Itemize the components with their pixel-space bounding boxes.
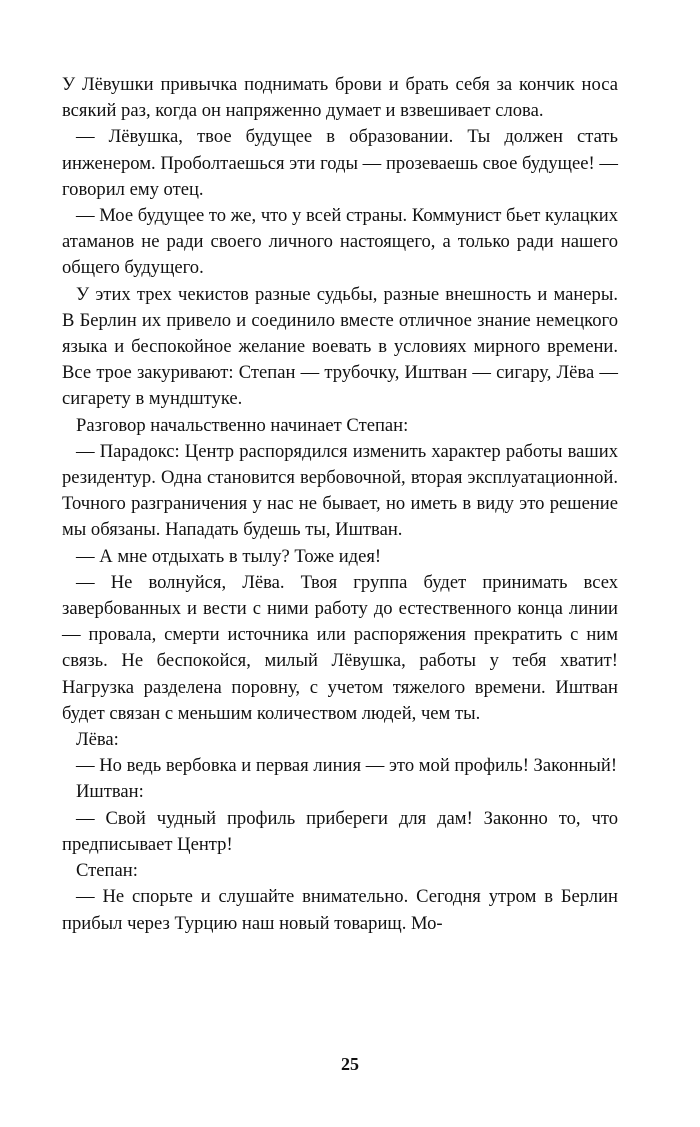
paragraph-5: Разговор начальственно начинает Степан: [76,414,409,436]
paragraph-1: У Лёвушки привычка поднимать брови и брать себя за кончик носа всякий раз, когда он напряженно думает и взвешивает слова. [62,74,618,122]
page-number: 25 [341,1054,359,1074]
paragraph-11: Иштван: [76,781,144,803]
page-body [62,72,618,937]
paragraph-3: — Мое будущее то же, что у всей страны. Коммунист бьет кулацких атаманов не ради своего личного настоящего, а только ради нашего общего будущего. [62,205,618,279]
paragraph-6: — Парадокс: Центр распорядился изменить характер работы ваших резидентур. Одна становится вербовочной, вторая эксплуатационной. Точного разграничения у нас не бывает, но иметь в виду это решение мы обязаны. Нападать будешь ты, Иштван. [62,440,618,541]
paragraph-4: У этих трех чекистов разные судьбы, разные внешность и манеры. В Берлин их привело и соединило вместе отличное знание немецкого языка и беспокойное желание воевать в условиях мирного времени. Все трое закуривают: Степан — трубочку, Иштван — сигару, Лёва — сигарету в мундштуке. [62,283,618,410]
paragraph-8: — Не волнуйся, Лёва. Твоя группа будет принимать всех завербованных и вести с ними работу до естественного конца линии — провала, смерти источника или распоряжения прекратить с ним связь. Не беспокойся, милый Лёвушка, работы у тебя хватит! Нагрузка разделена поровну, с учетом тяжелого времени. Иштван будет связан с меньшим количеством людей, чем ты. [62,571,618,724]
paragraph-7: — А мне отдыхать в тылу? Тоже идея! [76,545,382,567]
paragraph-2: — Лёвушка, твое будущее в образовании. Ты должен стать инженером. Проболтаешься эти годы — прозеваешь свое будущее! — говорил ему отец. [62,126,618,200]
paragraph-9: Лёва: [76,729,119,751]
paragraph-12: — Свой чудный профиль прибереги для дам! Законно то, что предписывает Центр! [62,807,618,855]
paragraph-10: — Но ведь вербовка и первая линия — это мой профиль! Законный! [76,755,618,777]
paragraph-13: Степан: [76,860,138,882]
paragraph-14: — Не спорьте и слушайте внимательно. Сегодня утром в Берлин прибыл через Турцию наш новый товарищ. Мо- [62,886,618,934]
